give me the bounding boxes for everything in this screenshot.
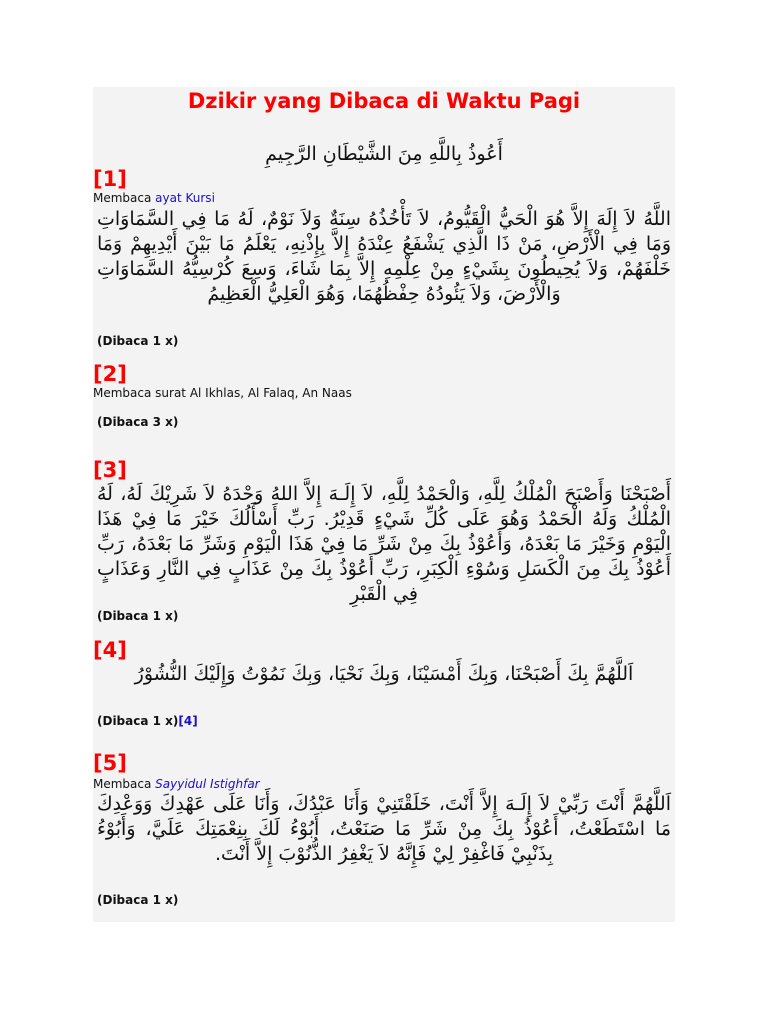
section-caption-1 bbox=[93, 191, 215, 205]
taawudz-text: أَعُوذُ بِاللَّهِ مِنَ الشَّيْطَانِ الرَّجِيمِ bbox=[265, 143, 503, 165]
caption-prefix: Membaca bbox=[93, 777, 156, 791]
section-count-1: (Dibaca 1 x) bbox=[97, 334, 179, 348]
section-number-3: [3] bbox=[93, 458, 127, 482]
section-count-3: (Dibaca 1 x) bbox=[97, 609, 179, 623]
section-number-4: [4] bbox=[93, 638, 127, 662]
section-number-2: [2] bbox=[93, 362, 127, 386]
section-caption-5 bbox=[93, 777, 260, 791]
section-number-5: [5] bbox=[93, 751, 127, 775]
section-arabic-1: اللَّهُ لاَ إِلَهَ إِلاَّ هُوَ الْحَيُّ الْقَيُّومُ، لاَ تَأْخُذُهُ سِنَةٌ وَلاَ نَوْمٌ، لَهُ مَا فِي السَّمَاوَاتِ وَمَا فِي الْأَرْضِ، مَنْ ذَا الَّذِي يَشْفَعُ عِنْدَهُ إِلاَّ بِإِذْنِهِ، يَعْلَمُ مَا بَيْنَ أَيْدِيهِمْ وَمَا خَلْفَهُمْ، وَلاَ يُحِيطُونَ بِشَيْءٍ مِنْ عِلْمِهِ إِلاَّ بِمَا شَاءَ، وَسِعَ كُرْسِيُّهُ السَّمَاوَاتِ وَالْأَرْضَ، وَلاَ يَئُودُهُ حِفْظُهُمَا، وَهُوَ الْعَلِيُّ الْعَظِيمُ bbox=[97, 208, 671, 305]
footnote-ref-link[interactable]: [4] bbox=[178, 714, 198, 728]
section-arabic-3: أَصْبَحْنَا وَأَصْبَحَ الْمُلْكُ لِلَّهِ، وَالْحَمْدُ لِلَّهِ، لاَ إِلَـهَ إِلاَّ اللهُ وَحْدَهُ لاَ شَرِيْكَ لَهُ، لَهُ الْمُلْكُ وَلَهُ الْحَمْدُ وَهُوَ عَلَى كُلِّ شَيْءٍ قَدِيْرُ. رَبِّ أَسْأَلُكَ خَيْرَ مَا فِيْ هَذَا الْيَوْمِ وَخَيْرَ مَا بَعْدَهُ، وَأَعُوْذُ بِكَ مِنْ شَرِّ مَا فِيْ هَذَا الْيَوْمِ وَشَرِّ مَا بَعْدَهُ، رَبِّ أَعُوْذُ بِكَ مِنَ الْكَسَلِ وَسُوْءِ الْكِبَرِ، رَبِّ أَعُوْذُ بِكَ مِنْ عَذَابٍ فِي النَّارِ وَعَذَابٍ فِي الْقَبْرِ bbox=[97, 483, 671, 605]
caption-prefix: Membaca bbox=[93, 191, 156, 205]
section-count-5: (Dibaca 1 x) bbox=[97, 893, 179, 907]
section-number-1: [1] bbox=[93, 167, 127, 191]
count-text: (Dibaca 1 x) bbox=[97, 714, 179, 728]
document-page bbox=[93, 87, 675, 922]
section-arabic-4: اَللَّهُمَّ بِكَ أَصْبَحْنَا، وَبِكَ أَمْسَيْنَا، وَبِكَ نَحْيَا، وَبِكَ نَمُوْتُ وَإِلَيْكَ النُّشُوْرُ bbox=[134, 663, 634, 685]
section-caption-2: Membaca surat Al Ikhlas, Al Falaq, An Naas bbox=[93, 386, 352, 400]
section-count-2: (Dibaca 3 x) bbox=[97, 415, 179, 429]
section-count-4 bbox=[97, 714, 198, 728]
page-title: Dzikir yang Dibaca di Waktu Pagi bbox=[187, 89, 581, 113]
section-arabic-5: اَللَّهُمَّ أَنْتَ رَبِّيْ لاَ إِلَـهَ إِلاَّ أَنْتَ، خَلَقْتَنِيْ وَأَنَا عَبْدُكَ، وَأَنَا عَلَى عَهْدِكَ وَوَعْدِكَ مَا اسْتَطَعْتُ، أَعُوْذُ بِكَ مِنْ شَرِّ مَا صَنَعْتُ، أَبُوْءُ لَكَ بِنِعْمَتِكَ عَلَيَّ، وَأَبُوْءُ بِذَنْبِيْ فَاغْفِرْ لِيْ فَإِنَّهُ لاَ يَغْفِرُ الذُّنُوْبَ إِلاَّ أَنْتَ. bbox=[97, 793, 671, 865]
ayat-kursi-link[interactable]: ayat Kursi bbox=[155, 191, 215, 205]
sayyidul-istighfar-link[interactable]: Sayyidul Istighfar bbox=[155, 777, 260, 791]
